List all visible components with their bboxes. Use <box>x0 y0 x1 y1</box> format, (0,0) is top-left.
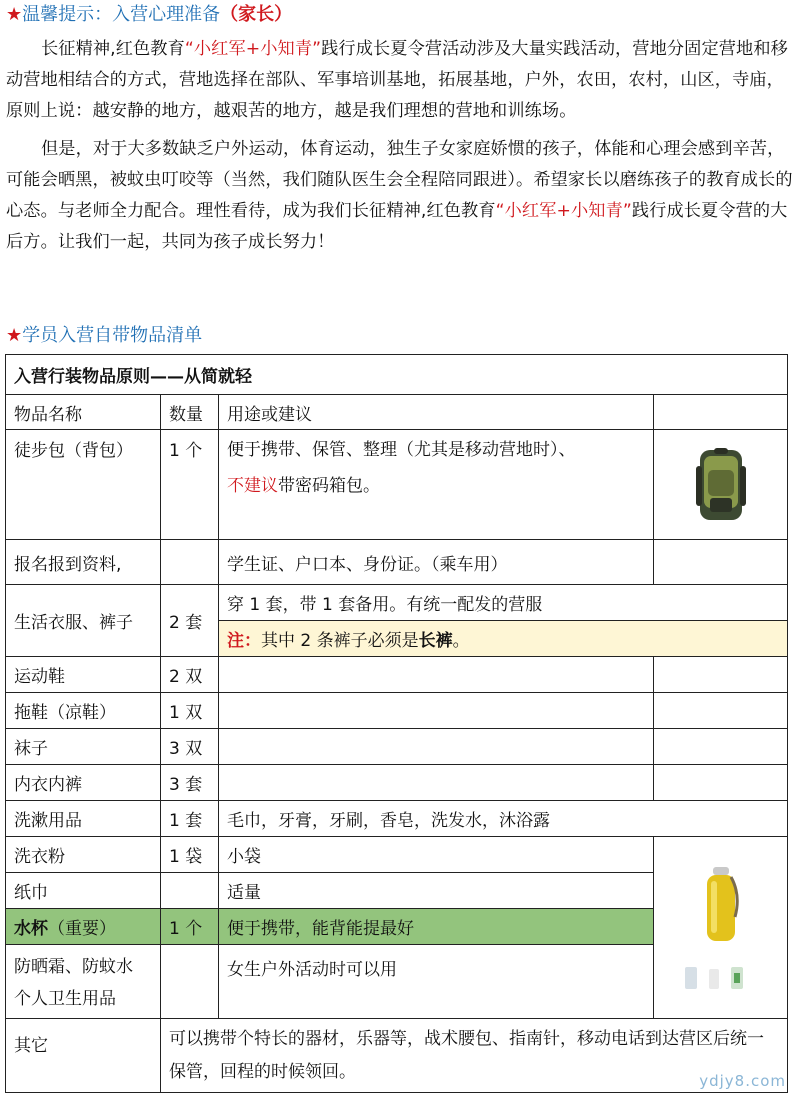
packing-principle: 入营行装物品原则——从简就轻 <box>6 355 788 395</box>
use-text-rest: 带密码箱包。 <box>278 476 380 496</box>
item-name: 拖鞋（凉鞋） <box>6 693 161 729</box>
backpack-image <box>654 430 788 540</box>
paragraph-parent-advice <box>6 134 796 258</box>
table-row <box>6 729 788 765</box>
table-header-row <box>6 395 788 430</box>
item-name <box>6 945 161 1019</box>
col-header-qty: 数量 <box>161 395 219 430</box>
item-qty: 3 双 <box>161 729 219 765</box>
heading-strong-text: （家长） <box>220 4 293 25</box>
item-qty <box>161 540 219 585</box>
item-name: 洗漱用品 <box>6 801 161 837</box>
item-name: 袜子 <box>6 729 161 765</box>
item-name: 生活衣服、裤子 <box>6 585 161 657</box>
para-text: 践行成长夏令营活动涉及大量实践活动，营地分固定营地和移动营地相结合的方式，营地选择在部队、军事培训基地，拓展基地，户外，农田，农村，山区，寺庙，原则上说：越安静的地方，越艰苦的地方，越是我们理想的营地和训练场。 <box>6 39 788 121</box>
note-label: 注： <box>227 631 261 651</box>
star-icon: ★ <box>6 325 23 346</box>
col-header-image <box>654 395 788 430</box>
empty-cell <box>654 540 788 585</box>
table-row <box>6 657 788 693</box>
item-qty: 1 双 <box>161 693 219 729</box>
sunscreen-icon <box>681 965 761 991</box>
item-use: 毛巾，牙膏，牙刷，香皂，洗发水，沐浴露 <box>219 801 788 837</box>
para-text: 长征精神,红色教育 <box>41 39 185 59</box>
item-name: 报名报到资料, <box>6 540 161 585</box>
cup-image <box>654 837 788 1019</box>
item-qty: 1 个 <box>161 430 219 540</box>
item-name: 其它 <box>6 1019 161 1093</box>
section-heading-packing-list <box>6 323 202 349</box>
section-heading-psych-prep <box>6 2 292 28</box>
empty-cell <box>654 693 788 729</box>
item-qty: 2 套 <box>161 585 219 657</box>
item-qty <box>161 945 219 1019</box>
table-row <box>6 355 788 395</box>
table-row <box>6 430 788 540</box>
note-strong: 长裤 <box>418 631 453 651</box>
para-text: 但是，对于大多数缺乏户外运动，体育运动，独生子女家庭娇惯的孩子，体能和心理会感到辛苦，可能会晒黑，被蚊虫叮咬等（当然，我们随队医生会全程陪同跟进）。希望家长以磨练孩子的教育成长的心态。与老师全力配合。理性看待，成为我们长征精神,红色教育 <box>6 139 793 221</box>
note-text: 其中 2 条裤子必须是 <box>261 631 419 651</box>
item-name: 运动鞋 <box>6 657 161 693</box>
camp-name-highlight: “小红军+小知青” <box>184 39 322 59</box>
item-use: 穿 1 套，带 1 套备用。有统一配发的营服 <box>219 585 788 621</box>
paragraph-camp-intro <box>6 34 796 127</box>
para-text: 践行成长夏令营的大后方。让我们一起，共同为孩子成长努力！ <box>6 201 788 252</box>
note-end: 。 <box>452 631 470 651</box>
item-use: 学生证、户口本、身份证。（乘车用） <box>219 540 654 585</box>
star-icon: ★ <box>6 4 23 25</box>
empty-cell <box>654 729 788 765</box>
empty-cell <box>654 765 788 801</box>
item-name: 洗衣粉 <box>6 837 161 873</box>
item-name: 徒步包（背包） <box>6 430 161 540</box>
empty-cell <box>219 729 654 765</box>
col-header-name: 物品名称 <box>6 395 161 430</box>
use-text <box>227 468 645 504</box>
table-row <box>6 801 788 837</box>
item-use: 适量 <box>219 873 654 909</box>
item-use: 小袋 <box>219 837 654 873</box>
table-row <box>6 585 788 621</box>
item-use <box>219 430 654 540</box>
table-row <box>6 837 788 873</box>
item-qty: 1 套 <box>161 801 219 837</box>
empty-cell <box>219 693 654 729</box>
item-use: 女生户外活动时可以用 <box>219 945 654 1019</box>
item-name: 内衣内裤 <box>6 765 161 801</box>
cup-note: （重要） <box>48 919 116 939</box>
cup-name: 水杯 <box>14 919 48 939</box>
col-header-use: 用途或建议 <box>219 395 654 430</box>
use-text: 便于携带、保管、整理（尤其是移动营地时）、 <box>227 440 576 460</box>
item-name-highlight <box>6 909 161 945</box>
water-bottle-icon <box>701 865 741 945</box>
clothes-note <box>219 621 788 657</box>
item-name: 纸巾 <box>6 873 161 909</box>
item-qty: 1 个 <box>161 909 219 945</box>
watermark: ydjy8.com <box>699 1072 786 1090</box>
heading-text: 温馨提示：入营心理准备 <box>22 4 221 25</box>
table-row <box>6 1019 788 1093</box>
name-line: 防晒霜、防蚊水 <box>14 957 133 977</box>
packing-list-table <box>5 354 788 1093</box>
warning-text: 不建议 <box>227 476 278 496</box>
table-row <box>6 693 788 729</box>
table-row <box>6 540 788 585</box>
camp-name-highlight: “小红军+小知青” <box>495 201 632 221</box>
item-use: 便于携带，能背能提最好 <box>219 909 654 945</box>
item-qty <box>161 873 219 909</box>
item-qty: 1 袋 <box>161 837 219 873</box>
backpack-icon <box>690 446 752 524</box>
item-qty: 2 双 <box>161 657 219 693</box>
table-row <box>6 765 788 801</box>
empty-cell <box>219 765 654 801</box>
empty-cell <box>219 657 654 693</box>
item-use: 可以携带个特长的器材，乐器等，战术腰包、指南针，移动电话到达营区后统一保管，回程的时候领回。 <box>161 1019 788 1093</box>
item-qty: 3 套 <box>161 765 219 801</box>
name-line: 个人卫生用品 <box>14 989 116 1009</box>
heading-text: 学员入营自带物品清单 <box>22 325 203 346</box>
empty-cell <box>654 657 788 693</box>
